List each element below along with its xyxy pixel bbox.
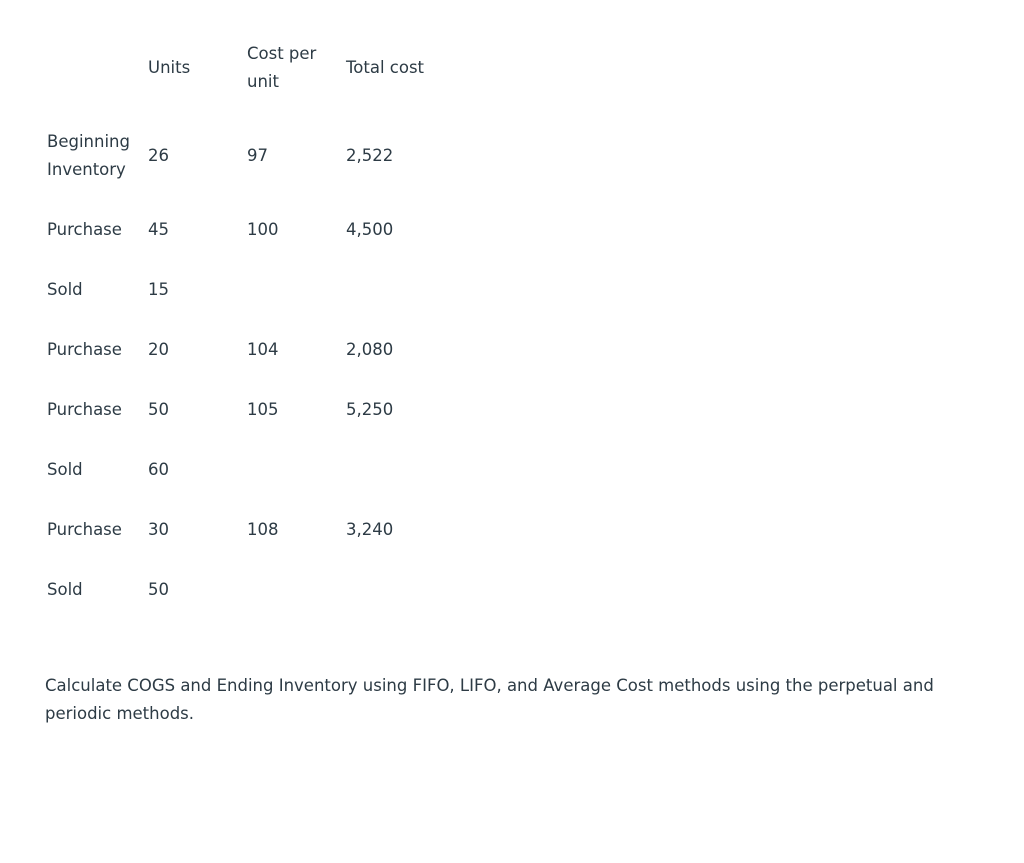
table-row [47,216,456,244]
table-row [47,516,456,544]
row-total: 2,080 [346,340,394,359]
table-row [47,576,456,604]
row-cost: 104 [247,340,279,359]
row-units: 50 [148,400,169,419]
row-spacer [47,424,456,456]
row-units: 20 [148,340,169,359]
row-total: 2,522 [346,146,394,165]
header-cost-per-unit: Cost per unit [247,44,317,91]
header-total-cost: Total cost [346,58,425,77]
row-label: Purchase [47,520,122,539]
row-cost [247,276,346,304]
table-row [47,396,456,424]
table-row [47,276,456,304]
row-spacer [47,96,456,128]
row-cost: 105 [247,400,279,419]
row-units: 45 [148,220,169,239]
inventory-table [47,40,456,604]
row-total [346,576,456,604]
row-total: 4,500 [346,220,394,239]
row-units: 30 [148,520,169,539]
row-spacer [47,304,456,336]
row-cost: 108 [247,520,279,539]
row-units: 50 [148,580,169,599]
row-spacer [47,544,456,576]
row-units: 26 [148,146,169,165]
question-text: Calculate COGS and Ending Inventory using FIFO, LIFO, and Average Cost methods using the perpetual and periodic methods. [45,676,934,723]
table-row [47,456,456,484]
row-spacer [47,244,456,276]
table-row [47,128,456,184]
row-label: Purchase [47,340,122,359]
row-cost: 100 [247,220,279,239]
row-units: 60 [148,460,169,479]
row-cost [247,576,346,604]
row-total: 5,250 [346,400,394,419]
row-label: Beginning Inventory [47,132,130,179]
row-total: 3,240 [346,520,394,539]
row-spacer [47,484,456,516]
table-row [47,336,456,364]
row-units: 15 [148,280,169,299]
row-label: Purchase [47,220,122,239]
row-cost [247,456,346,484]
table-header-row [47,40,456,96]
row-total [346,456,456,484]
row-label: Purchase [47,400,122,419]
row-spacer [47,364,456,396]
row-total [346,276,456,304]
row-label: Sold [47,280,83,299]
row-spacer [47,184,456,216]
row-cost: 97 [247,146,268,165]
header-units: Units [148,58,191,77]
row-label: Sold [47,460,83,479]
header-blank [47,40,148,96]
row-label: Sold [47,580,83,599]
